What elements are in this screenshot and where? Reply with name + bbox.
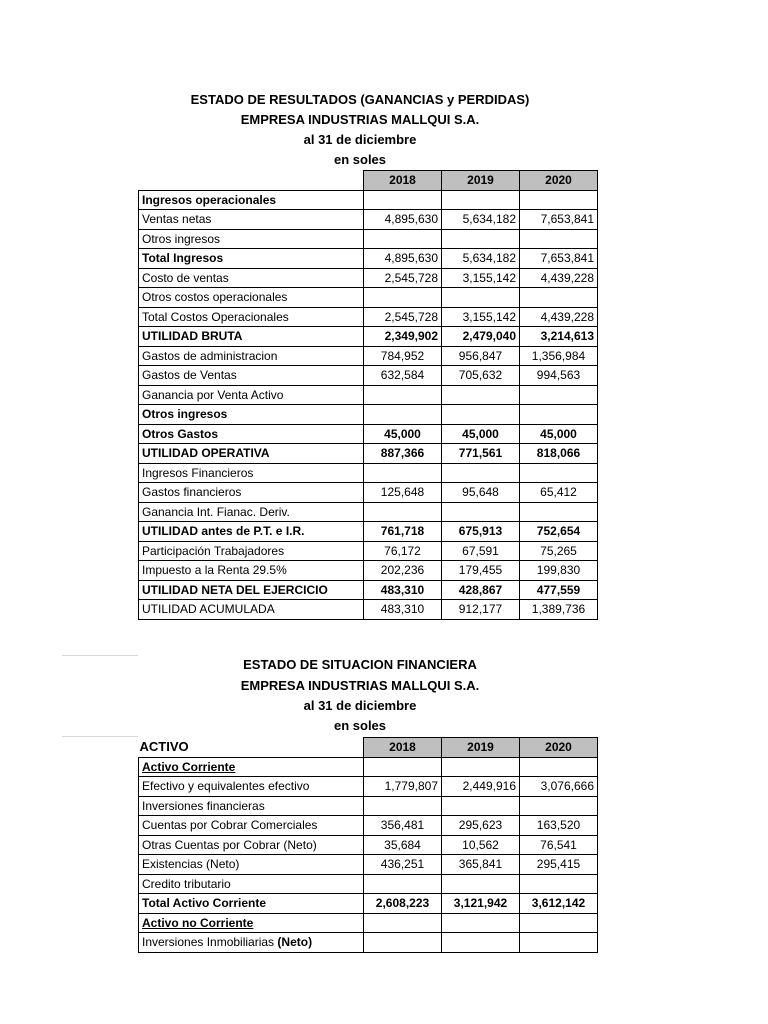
value-cell: [520, 288, 598, 308]
value-cell: 7,653,841: [520, 210, 598, 230]
value-cell: 75,265: [520, 541, 598, 561]
value-cell: 35,684: [364, 835, 442, 855]
table-row: [139, 502, 598, 522]
table-row: [139, 405, 598, 425]
value-cell: [364, 229, 442, 249]
balance-company: EMPRESA INDUSTRIAS MALLQUI S.A.: [240, 678, 480, 693]
value-cell: 3,121,942: [442, 894, 520, 914]
table-row: [139, 796, 598, 816]
value-cell: 771,561: [442, 444, 520, 464]
table-row: [139, 190, 598, 210]
value-cell: [442, 463, 520, 483]
year-header: 2019: [442, 171, 520, 191]
value-cell: [520, 190, 598, 210]
row-label: Inversiones financieras: [139, 796, 364, 816]
value-cell: 2,608,223: [364, 894, 442, 914]
table-row: [139, 229, 598, 249]
value-cell: [520, 502, 598, 522]
header-blank: [139, 171, 364, 191]
row-label: UTILIDAD antes de P.T. e I.R.: [139, 522, 364, 542]
value-cell: [442, 874, 520, 894]
row-label: UTILIDAD ACUMULADA: [139, 600, 364, 620]
row-label: Existencias (Neto): [139, 855, 364, 875]
income-date: al 31 de diciembre: [303, 132, 417, 147]
value-cell: 10,562: [442, 835, 520, 855]
value-cell: 436,251: [364, 855, 442, 875]
year-header: 2018: [364, 738, 442, 758]
income-title: ESTADO DE RESULTADOS (GANANCIAS y PERDIDAS): [190, 92, 530, 107]
value-cell: 761,718: [364, 522, 442, 542]
row-label: Participación Trabajadores: [139, 541, 364, 561]
balance-date: al 31 de diciembre: [303, 698, 417, 713]
value-cell: 818,066: [520, 444, 598, 464]
value-cell: 784,952: [364, 346, 442, 366]
row-label: Total Costos Operacionales: [139, 307, 364, 327]
row-label: Total Ingresos: [139, 249, 364, 269]
value-cell: 7,653,841: [520, 249, 598, 269]
table-row: [139, 366, 598, 386]
value-cell: [520, 874, 598, 894]
value-cell: 5,634,182: [442, 249, 520, 269]
value-cell: [520, 913, 598, 933]
value-cell: [442, 796, 520, 816]
table-row: [139, 327, 598, 347]
value-cell: [364, 757, 442, 777]
value-cell: [442, 288, 520, 308]
table-row: [139, 522, 598, 542]
value-cell: [364, 913, 442, 933]
row-label: UTILIDAD OPERATIVA: [139, 444, 364, 464]
row-label: Otros ingresos: [139, 405, 364, 425]
income-company: EMPRESA INDUSTRIAS MALLQUI S.A.: [240, 112, 480, 127]
income-header-row: [139, 171, 598, 191]
value-cell: 179,455: [442, 561, 520, 581]
value-cell: 3,076,666: [520, 777, 598, 797]
row-label: Total Activo Corriente: [139, 894, 364, 914]
row-label: Gastos de Ventas: [139, 366, 364, 386]
value-cell: 912,177: [442, 600, 520, 620]
table-row: [139, 424, 598, 444]
table-row: [139, 463, 598, 483]
table-row: [139, 385, 598, 405]
value-cell: [364, 502, 442, 522]
row-label: Otros Gastos: [139, 424, 364, 444]
table-row: [139, 933, 598, 953]
value-cell: [442, 385, 520, 405]
table-row: [139, 346, 598, 366]
value-cell: [442, 502, 520, 522]
table-row: [139, 777, 598, 797]
value-cell: 994,563: [520, 366, 598, 386]
value-cell: 3,612,142: [520, 894, 598, 914]
value-cell: [364, 190, 442, 210]
row-label: Gastos financieros: [139, 483, 364, 503]
value-cell: 2,349,902: [364, 327, 442, 347]
row-label: UTILIDAD NETA DEL EJERCICIO: [139, 580, 364, 600]
value-cell: 2,545,728: [364, 268, 442, 288]
table-row: [139, 874, 598, 894]
value-cell: 1,389,736: [520, 600, 598, 620]
value-cell: [442, 190, 520, 210]
value-cell: 76,172: [364, 541, 442, 561]
value-cell: 483,310: [364, 600, 442, 620]
value-cell: 125,648: [364, 483, 442, 503]
row-label: Ganancia Int. Fianac. Deriv.: [139, 502, 364, 522]
table-row: [139, 483, 598, 503]
value-cell: 3,155,142: [442, 268, 520, 288]
value-cell: 675,913: [442, 522, 520, 542]
year-header: 2018: [364, 171, 442, 191]
value-cell: [364, 385, 442, 405]
row-label: Ingresos Financieros: [139, 463, 364, 483]
value-cell: 45,000: [442, 424, 520, 444]
value-cell: 2,449,916: [442, 777, 520, 797]
value-cell: [520, 933, 598, 953]
row-label: Ganancia por Venta Activo: [139, 385, 364, 405]
row-label: Impuesto a la Renta 29.5%: [139, 561, 364, 581]
row-label: Inversiones Inmobiliarias (Neto): [139, 933, 364, 953]
balance-sheet-table: [138, 737, 598, 953]
value-cell: [520, 385, 598, 405]
value-cell: 95,648: [442, 483, 520, 503]
year-header: 2019: [442, 738, 520, 758]
table-row: [139, 913, 598, 933]
row-label: Costo de ventas: [139, 268, 364, 288]
value-cell: 202,236: [364, 561, 442, 581]
value-cell: [442, 405, 520, 425]
value-cell: 5,634,182: [442, 210, 520, 230]
value-cell: 477,559: [520, 580, 598, 600]
table-row: [139, 268, 598, 288]
row-label: Activo no Corriente: [139, 913, 364, 933]
value-cell: 4,895,630: [364, 249, 442, 269]
value-cell: [442, 933, 520, 953]
value-cell: 67,591: [442, 541, 520, 561]
row-label: Otros ingresos: [139, 229, 364, 249]
row-label: Gastos de administracion: [139, 346, 364, 366]
table-row: [139, 816, 598, 836]
row-label: Cuentas por Cobrar Comerciales: [139, 816, 364, 836]
value-cell: [520, 757, 598, 777]
value-cell: 45,000: [520, 424, 598, 444]
table-row: [139, 210, 598, 230]
year-header: 2020: [520, 738, 598, 758]
divider-line: [62, 736, 138, 737]
value-cell: [364, 463, 442, 483]
row-label: Otras Cuentas por Cobrar (Neto): [139, 835, 364, 855]
table-row: [139, 855, 598, 875]
row-label: Activo Corriente: [139, 757, 364, 777]
value-cell: [520, 229, 598, 249]
value-cell: 2,479,040: [442, 327, 520, 347]
value-cell: 887,366: [364, 444, 442, 464]
balance-currency: en soles: [333, 718, 387, 733]
table-row: [139, 580, 598, 600]
value-cell: [520, 405, 598, 425]
table-row: [139, 541, 598, 561]
value-cell: 45,000: [364, 424, 442, 444]
value-cell: 3,214,613: [520, 327, 598, 347]
value-cell: 4,895,630: [364, 210, 442, 230]
value-cell: [442, 229, 520, 249]
value-cell: 4,439,228: [520, 307, 598, 327]
value-cell: 163,520: [520, 816, 598, 836]
row-label: Otros costos operacionales: [139, 288, 364, 308]
table-row: [139, 288, 598, 308]
value-cell: [364, 288, 442, 308]
value-cell: 1,356,984: [520, 346, 598, 366]
balance-title: ESTADO DE SITUACION FINANCIERA: [243, 657, 477, 672]
value-cell: [364, 874, 442, 894]
value-cell: 65,412: [520, 483, 598, 503]
value-cell: 705,632: [442, 366, 520, 386]
table-row: [139, 757, 598, 777]
value-cell: [364, 796, 442, 816]
value-cell: 2,545,728: [364, 307, 442, 327]
value-cell: [520, 463, 598, 483]
value-cell: [520, 796, 598, 816]
value-cell: 295,623: [442, 816, 520, 836]
table-row: [139, 835, 598, 855]
value-cell: 76,541: [520, 835, 598, 855]
table-row: [139, 561, 598, 581]
table-row: [139, 444, 598, 464]
value-cell: 295,415: [520, 855, 598, 875]
row-label: Ingresos operacionales: [139, 190, 364, 210]
value-cell: 1,779,807: [364, 777, 442, 797]
value-cell: 956,847: [442, 346, 520, 366]
table-row: [139, 894, 598, 914]
value-cell: [442, 757, 520, 777]
row-label: Credito tributario: [139, 874, 364, 894]
row-label: UTILIDAD BRUTA: [139, 327, 364, 347]
table-row: [139, 307, 598, 327]
table-row: [139, 249, 598, 269]
balance-header-row: [139, 738, 598, 758]
value-cell: 752,654: [520, 522, 598, 542]
row-label: Ventas netas: [139, 210, 364, 230]
value-cell: 4,439,228: [520, 268, 598, 288]
value-cell: [364, 933, 442, 953]
income-currency: en soles: [333, 152, 387, 167]
row-label: Efectivo y equivalentes efectivo: [139, 777, 364, 797]
income-statement-table: [138, 170, 598, 620]
value-cell: [442, 913, 520, 933]
year-header: 2020: [520, 171, 598, 191]
value-cell: 199,830: [520, 561, 598, 581]
value-cell: 428,867: [442, 580, 520, 600]
value-cell: [364, 405, 442, 425]
value-cell: 632,584: [364, 366, 442, 386]
value-cell: 483,310: [364, 580, 442, 600]
value-cell: 356,481: [364, 816, 442, 836]
value-cell: 365,841: [442, 855, 520, 875]
value-cell: 3,155,142: [442, 307, 520, 327]
activo-section-label: ACTIVO: [139, 738, 364, 758]
table-row: [139, 600, 598, 620]
